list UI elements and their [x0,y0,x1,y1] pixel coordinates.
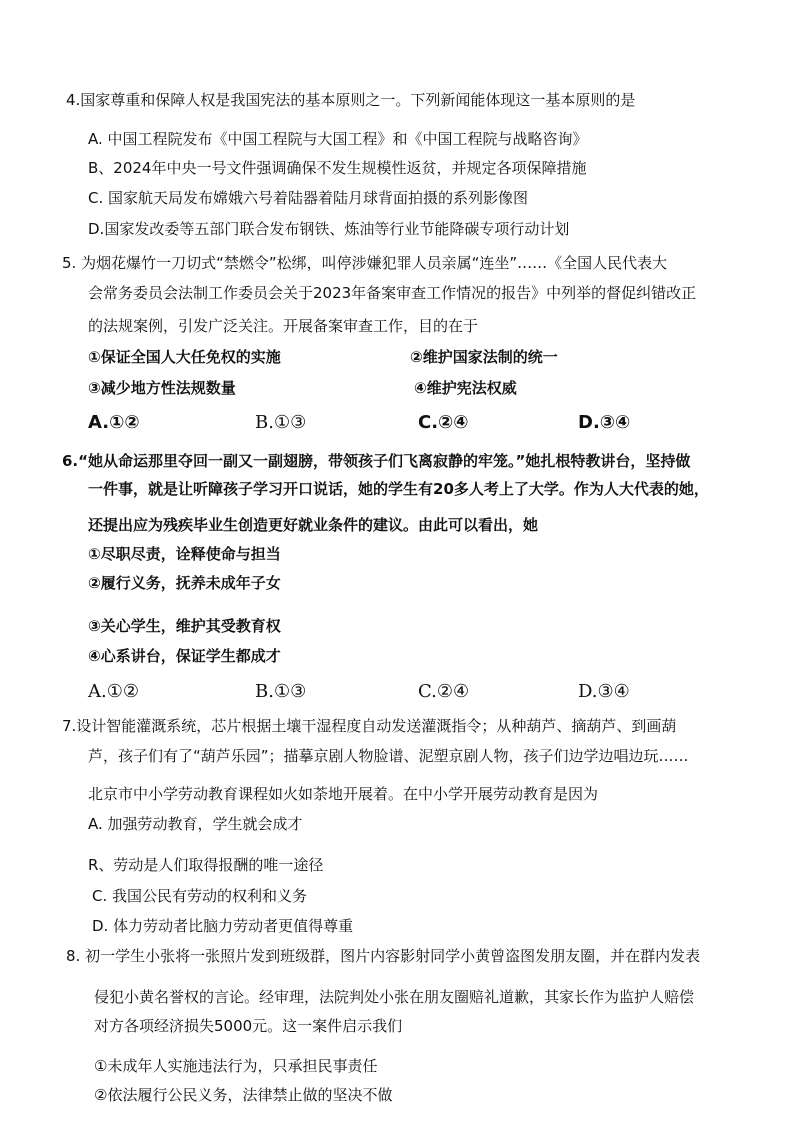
q5-item-2: ②维护国家法制的统一 [410,348,558,366]
q6-item-1: ①尽职尽责，诠释使命与担当 [88,545,281,563]
q6-stem-line-1: 6.“她从命运那里夺回一副又一副翅膀，带领孩子们飞离寂静的牢笼。”她扎根特教讲台，坚持做 [62,452,691,470]
q5-item-4: ④维护宪法权威 [414,379,517,397]
q7-stem-line-1: 7.设计智能灌溉系统，芯片根据土壤干湿程度自动发送灌溉指令；从种葫芦、摘葫芦、到画葫 [62,717,677,735]
q5-stem-line-1: 5. 为烟花爆竹一刀切式“禁燃令”松绑，叫停涉嫌犯罪人员亲属“连坐”……《全国人民代表大 [62,254,668,272]
q7-option-b: R、劳动是人们取得报酬的唯一途径 [88,856,324,874]
q6-choice-a: A.①② [88,681,139,702]
q5-stem-line-2: 会常务委员会法制工作委员会关于2023年备案审查工作情况的报告》中列举的督促纠错改正 [88,284,697,302]
q5-stem-line-3: 的法规案例，引发广泛关注。开展备案审查工作，目的在于 [88,317,479,335]
q6-item-3: ③关心学生，维护其受教育权 [88,617,281,635]
q7-option-d: D. 体力劳动者比脑力劳动者更值得尊重 [92,917,354,935]
q5-choice-b: B.①③ [255,412,307,433]
q6-item-4: ④心系讲台，保证学生都成才 [88,647,281,665]
q7-stem-line-3: 北京市中小学劳动教育课程如火如荼地开展着。在中小学开展劳动教育是因为 [88,785,599,803]
q5-choice-a: A.①② [88,412,140,433]
q6-item-2: ②履行义务，抚养未成年子女 [88,574,281,592]
q8-stem-line-2: 侵犯小黄名誉权的言论。经审理，法院判处小张在朋友圈赔礼道歉，其家长作为监护人赔偿 [94,988,695,1006]
q6-stem-line-2: 一件事，就是让听障孩子学习开口说话，她的学生有20多人考上了大学。作为人大代表的她， [88,480,709,498]
q7-stem-line-2: 芦，孩子们有了“葫芦乐园”；描摹京剧人物脸谱、泥塑京剧人物，孩子们边学边唱边玩…… [88,747,689,765]
q4-option-a: A. 中国工程院发布《中国工程院与大国工程》和《中国工程院与战略咨询》 [88,130,588,148]
q7-option-c: C. 我国公民有劳动的权利和义务 [92,887,308,905]
q8-item-2: ②依法履行公民义务，法律禁止做的坚决不做 [94,1086,393,1104]
q4-option-d: D.国家发改委等五部门联合发布钢铁、炼油等行业节能降碳专项行动计划 [88,220,570,238]
q5-item-1: ①保证全国人大任免权的实施 [88,348,281,366]
q8-item-1: ①未成年人实施违法行为，只承担民事责任 [94,1057,378,1075]
q6-choice-d: D.③④ [578,681,630,702]
q6-stem-line-3: 还提出应为残疾毕业生创造更好就业条件的建议。由此可以看出，她 [88,516,539,534]
q6-choice-b: B.①③ [255,681,307,702]
q5-item-3: ③减少地方性法规数量 [88,379,236,397]
q8-stem-line-1: 8. 初一学生小张将一张照片发到班级群，图片内容影射同学小黄曾盗图发朋友圈，并在群内发表 [66,947,701,965]
q8-stem-line-3: 对方各项经济损失5000元。这一案件启示我们 [94,1017,403,1035]
q4-option-c: C. 国家航天局发布嫦娥六号着陆器着陆月球背面拍摄的系列影像图 [88,189,529,207]
q6-choice-c: C.②④ [418,681,470,702]
q4-option-b: B、2024年中央一号文件强调确保不发生规模性返贫，并规定各项保障措施 [88,159,587,177]
q5-choice-d: D.③④ [578,412,631,433]
q4-stem: 4.国家尊重和保障人权是我国宪法的基本原则之一。下列新闻能体现这一基本原则的是 [66,91,636,109]
q7-option-a: A. 加强劳动教育，学生就会成才 [88,815,303,833]
q5-choice-c: C.②④ [418,412,469,433]
